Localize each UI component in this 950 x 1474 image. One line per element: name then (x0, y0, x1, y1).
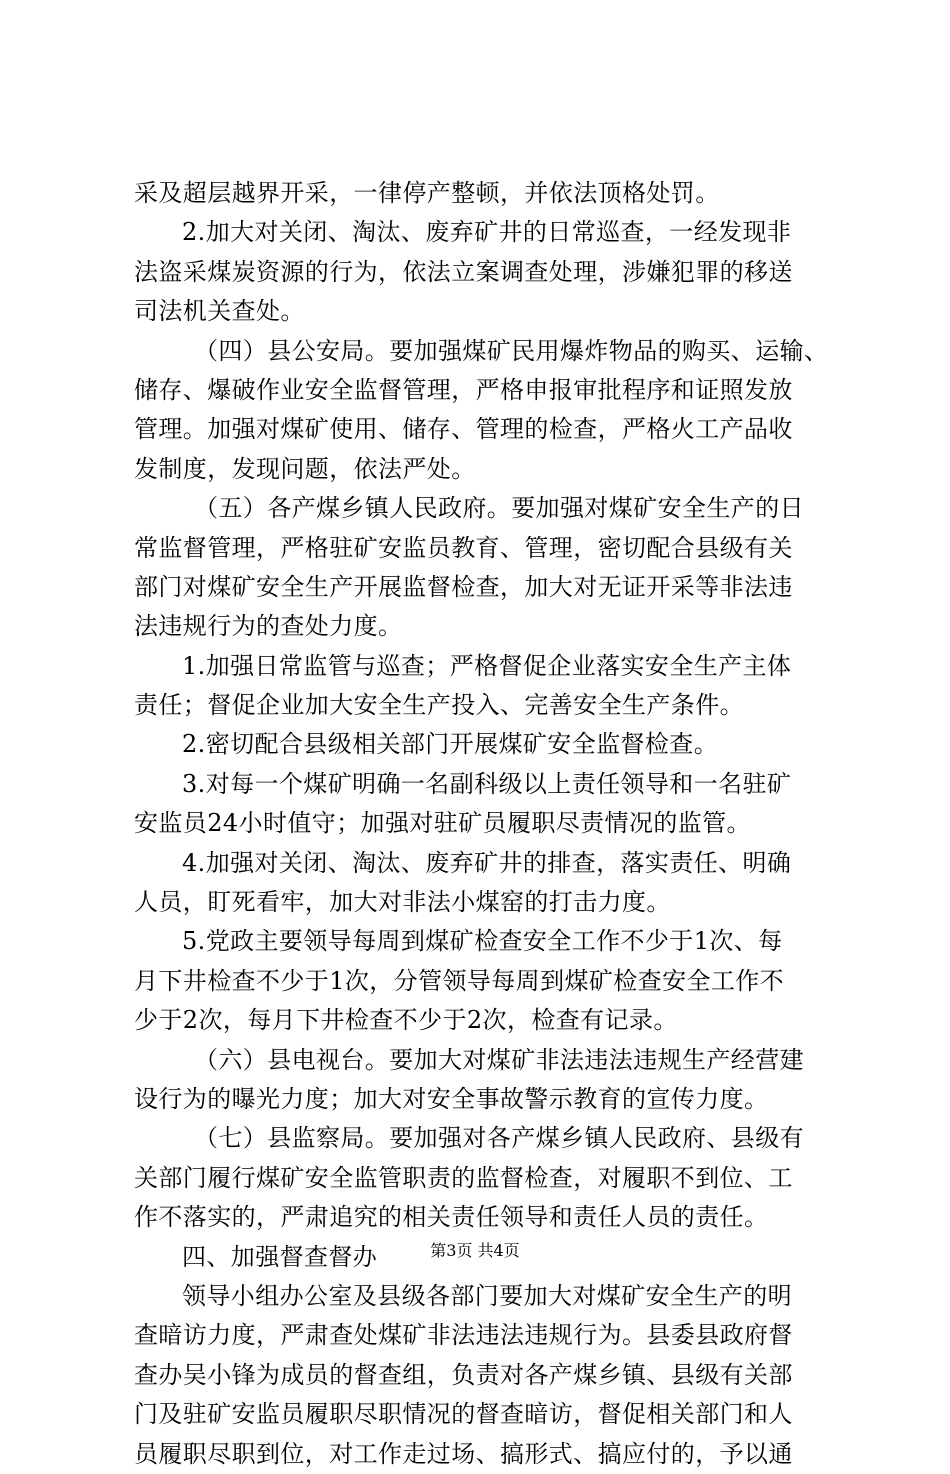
text-line: 3.对每一个煤矿明确一名副科级以上责任领导和一名驻矿 (182, 769, 792, 798)
text-line: 员履职尽职到位，对工作走过场、搞形式、搞应付的，予以通 (134, 1439, 793, 1468)
text-line: 管理。加强对煤矿使用、储存、管理的检查，严格火工产品收 (134, 415, 793, 444)
text-line: 4.加强对关闭、淘汰、废弃矿井的排查，落实责任、明确 (182, 848, 792, 877)
text-line: 法盗采煤炭资源的行为，依法立案调查处理，涉嫌犯罪的移送 (134, 257, 793, 286)
text-line: 作不落实的，严肃追究的相关责任领导和责任人员的责任。 (134, 1203, 769, 1232)
text-line: 月下井检查不少于1次，分管领导每周到煤矿检查安全工作不 (134, 966, 785, 995)
text-line: 司法机关查处。 (134, 297, 305, 326)
text-line: 人员，盯死看牢，加大对非法小煤窑的打击力度。 (134, 888, 671, 917)
text-line: 设行为的曝光力度；加大对安全事故警示教育的宣传力度。 (134, 1084, 769, 1113)
text-line: 1.加强日常监管与巡查；严格督促企业落实安全生产主体 (182, 651, 792, 680)
text-line: （七）县监察局。要加强对各产煤乡镇人民政府、县级有 (194, 1124, 804, 1153)
text-line: 少于2次，每月下井检查不少于2次，检查有记录。 (134, 1006, 678, 1035)
body-text (134, 174, 834, 1474)
text-line: 责任；督促企业加大安全生产投入、完善安全生产条件。 (134, 691, 744, 720)
text-line: 储存、爆破作业安全监督管理，严格申报审批程序和证照发放 (134, 375, 793, 404)
text-line: 采及超层越界开采，一律停产整顿，并依法顶格处罚。 (134, 179, 720, 207)
text-line: 查办吴小锋为成员的督查组，负责对各产煤乡镇、县级有关部 (134, 1360, 793, 1389)
text-line: （四）县公安局。要加强煤矿民用爆炸物品的购买、运输、 (194, 336, 829, 365)
text-line: 门及驻矿安监员履职尽职情况的督查暗访，督促相关部门和人 (134, 1400, 793, 1429)
text-line: 发制度，发现问题，依法严处。 (134, 454, 476, 483)
page-number: 第3页 共4页 (430, 1241, 520, 1260)
text-line: 2.密切配合县级相关部门开展煤矿安全监督检查。 (182, 730, 719, 759)
text-line: 部门对煤矿安全生产开展监督检查，加大对无证开采等非法违 (134, 572, 793, 601)
text-line: 常监督管理，严格驻矿安监员教育、管理，密切配合县级有关 (134, 533, 793, 562)
page-footer (0, 1241, 950, 1261)
text-line: 查暗访力度，严肃查处煤矿非法违法违规行为。县委县政府督 (134, 1321, 793, 1350)
section-heading: 四、加强督查督办 (182, 1242, 378, 1271)
text-line: 5.党政主要领导每周到煤矿检查安全工作不少于1次、每 (182, 927, 783, 956)
text-line: （五）各产煤乡镇人民政府。要加强对煤矿安全生产的日 (194, 494, 804, 523)
text-line: 法违规行为的查处力度。 (134, 612, 403, 641)
text-line: 领导小组办公室及县级各部门要加大对煤矿安全生产的明 (182, 1281, 792, 1310)
text-line: 安监员24小时值守；加强对驻矿员履职尽责情况的监管。 (134, 809, 751, 838)
text-line: 2.加大对关闭、淘汰、废弃矿井的日常巡查，一经发现非 (182, 218, 792, 247)
text-line: （六）县电视台。要加大对煤矿非法违法违规生产经营建 (194, 1045, 804, 1074)
text-line: 关部门履行煤矿安全监管职责的监督检查，对履职不到位、工 (134, 1163, 793, 1192)
